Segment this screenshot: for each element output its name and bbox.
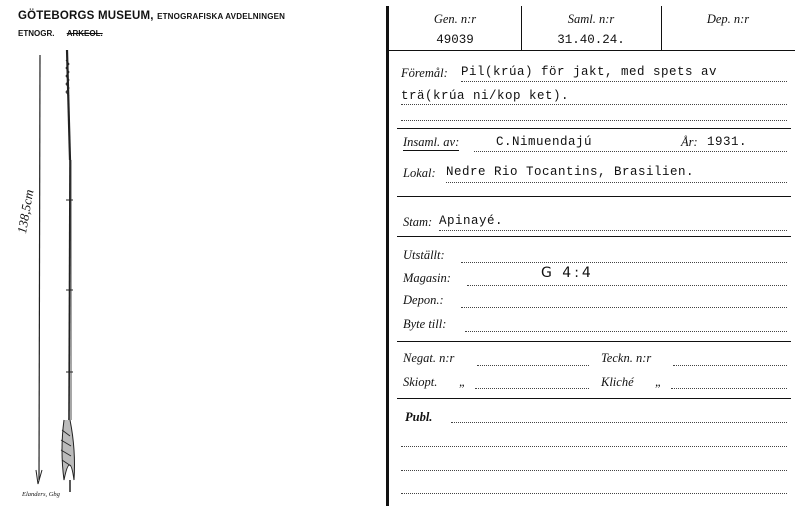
stam-label: Stam: [403,215,433,229]
dotted-line [477,365,589,366]
foremal-line1: Pil(krúa) för jakt, med spets av [461,65,718,79]
dep-label: Dep. n:r [706,12,750,26]
dotted-line [446,182,787,183]
magasin-label: Magasin: [403,271,451,285]
arrow-drawing [0,0,110,518]
saml-label: Saml. n:r [567,12,615,26]
ar-label: År: [681,135,698,149]
dotted-line [439,230,787,231]
utstallt-label: Utställt: [403,248,445,262]
depon-label: Depon.: [403,293,444,307]
dotted-line [671,388,787,389]
museum-department: ETNOGRAFISKA AVDELNINGEN [157,12,286,21]
cliche-label: Kliché [601,375,634,389]
section-rule [397,236,791,237]
museum-name: GÖTEBORGS MUSEUM, [18,10,154,22]
gen-label: Gen. n:r [433,12,477,26]
dotted-line [401,120,787,121]
section-rule [397,196,791,197]
lokal-label: Lokal: [403,166,436,180]
ar-value: 1931. [707,135,748,149]
dotted-line [451,422,787,423]
section-arkeol: ARKEOL. [66,29,103,38]
skiopt-label: Skiopt. [403,375,438,389]
section-rule [397,341,791,342]
header-rule [389,50,795,51]
gen-value: 49039 [436,33,474,47]
measurement-label: 138,5cm [14,188,37,235]
foremal-label: Föremål: [401,66,448,80]
teckn-label: Teckn. n:r [601,351,652,365]
dotted-line [401,470,787,471]
dotted-line [475,388,589,389]
section-rule [397,398,791,399]
dotted-line [673,365,787,366]
byte-label: Byte till: [403,317,447,331]
dotted-line [461,262,787,263]
stam-value: Apinayé. [439,214,504,228]
lokal-value: Nedre Rio Tocantins, Brasilien. [446,165,695,179]
insaml-value: C.Nimuendajú [496,135,593,149]
dotted-line [461,81,787,82]
publ-label: Publ. [405,410,433,424]
saml-value: 31.40.24. [557,33,625,47]
dotted-line [401,493,787,494]
dotted-line [461,307,787,308]
magasin-value: G 4:4 [541,265,594,281]
cliche-ditto: „ [655,375,662,389]
foremal-line2: trä(krúa ni/kop ket). [401,89,570,103]
dotted-line [474,151,787,152]
catalogue-card [386,6,795,506]
skiopt-ditto: „ [459,375,466,389]
dotted-line [401,104,787,105]
printer-credit: Elanders, Gbg [22,491,60,498]
dotted-line [401,446,787,447]
insaml-label: Insaml. av: [403,135,460,149]
negat-label: Negat. n:r [403,351,455,365]
section-rule [397,128,791,129]
dotted-line [467,285,787,286]
section-etnogr: ETNOGR. [18,29,55,38]
dotted-line [465,331,787,332]
